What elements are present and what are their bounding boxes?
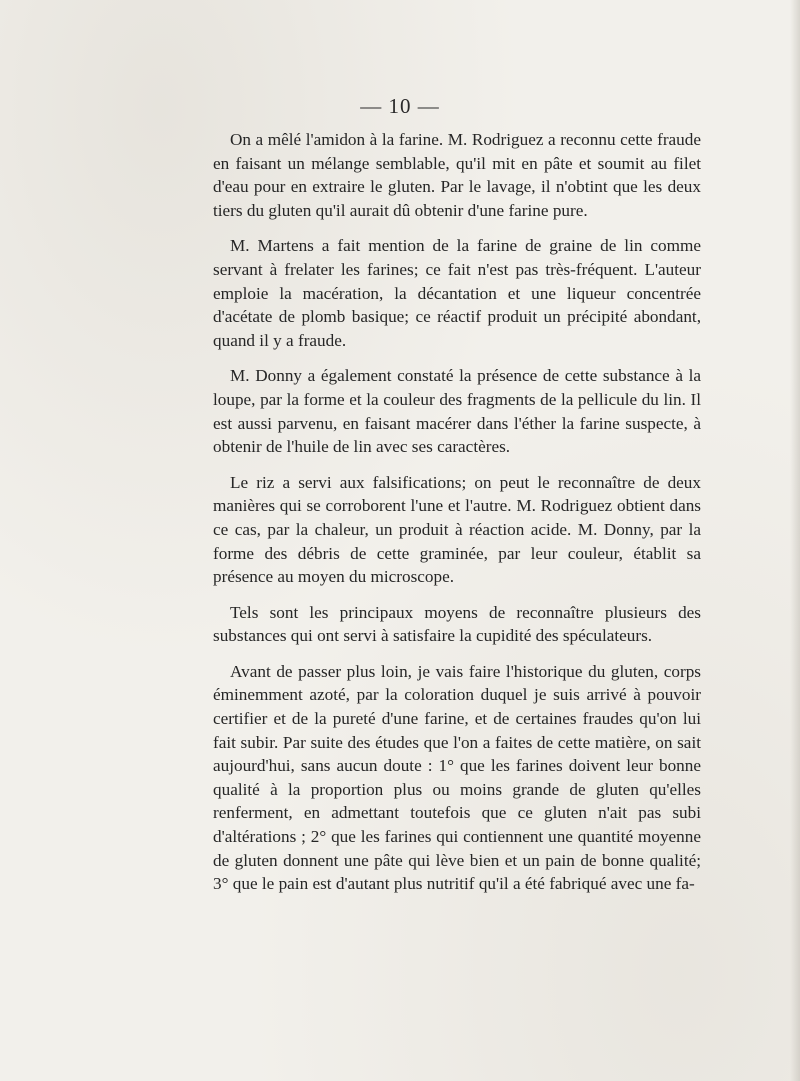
- paragraph-graine-de-lin: M. Martens a fait mention de la farine de graine de lin comme servant à frelater les farines; ce fait n'est pas très-fréquent. L'auteur emploie la macération, la décantation et une liqueur concentrée d'acétate de plomb basique; ce réactif produit un précipité abondant, quand il y a fraude.: [213, 236, 701, 350]
- paragraph-gluten: Avant de passer plus loin, je vais faire l'historique du gluten, corps éminemment azoté, par la coloration duquel je suis arrivé à pouvoir certifier et de la pureté d'une farine, et de certaines fraudes qu'on lui fait subir. Par suite des études que l'on a faites de cette matière, on sait aujourd'hui, sans aucun doute : 1° que les farines doivent leur bonne qualité à la proportion plus ou moins grande de gluten qu'elles renferment, en admettant toutefois que ce gluten n'ait pas subi d'altérations ; 2° que les farines qui contiennent une quantité moyenne de gluten donnent une pâte qui lève bien et un pain de bonne qualité; 3° que le pain est d'autant plus nutritif qu'il a été fabriqué avec une fa-: [213, 661, 701, 894]
- page-edge-shadow: [790, 0, 800, 1081]
- page-number: — 10 —: [360, 94, 440, 118]
- paragraph-donny-lin: M. Donny a également constaté la présence de cette substance à la loupe, par la forme et la couleur des fragments de la pellicule du lin. Il est aussi parvenu, en faisant macérer dans l'éther la farine suspecte, à obtenir de l'huile de lin avec ses caractères.: [213, 366, 701, 457]
- paragraph-moyens: Tels sont les principaux moyens de reconnaître plusieurs des substances qui ont servi à satisfaire la cupidité des spéculateurs.: [213, 602, 701, 646]
- body-text: [213, 128, 701, 908]
- paragraph-amidon: On a mêlé l'amidon à la farine. M. Rodriguez a reconnu cette fraude en faisant un mélange semblable, qu'il mit en pâte et soumit au filet d'eau pour en extraire le gluten. Par le lavage, il n'obtint que les deux tiers du gluten qu'il aurait dû obtenir d'une farine pure.: [213, 130, 701, 220]
- paragraph-riz: Le riz a servi aux falsifications; on peut le reconnaître de deux manières qui se corroborent l'une et l'autre. M. Rodriguez obtient dans ce cas, par la chaleur, un produit à réaction acide. M. Donny, par la forme des débris de cette graminée, par leur couleur, établit sa présence au moyen du microscope.: [213, 472, 701, 587]
